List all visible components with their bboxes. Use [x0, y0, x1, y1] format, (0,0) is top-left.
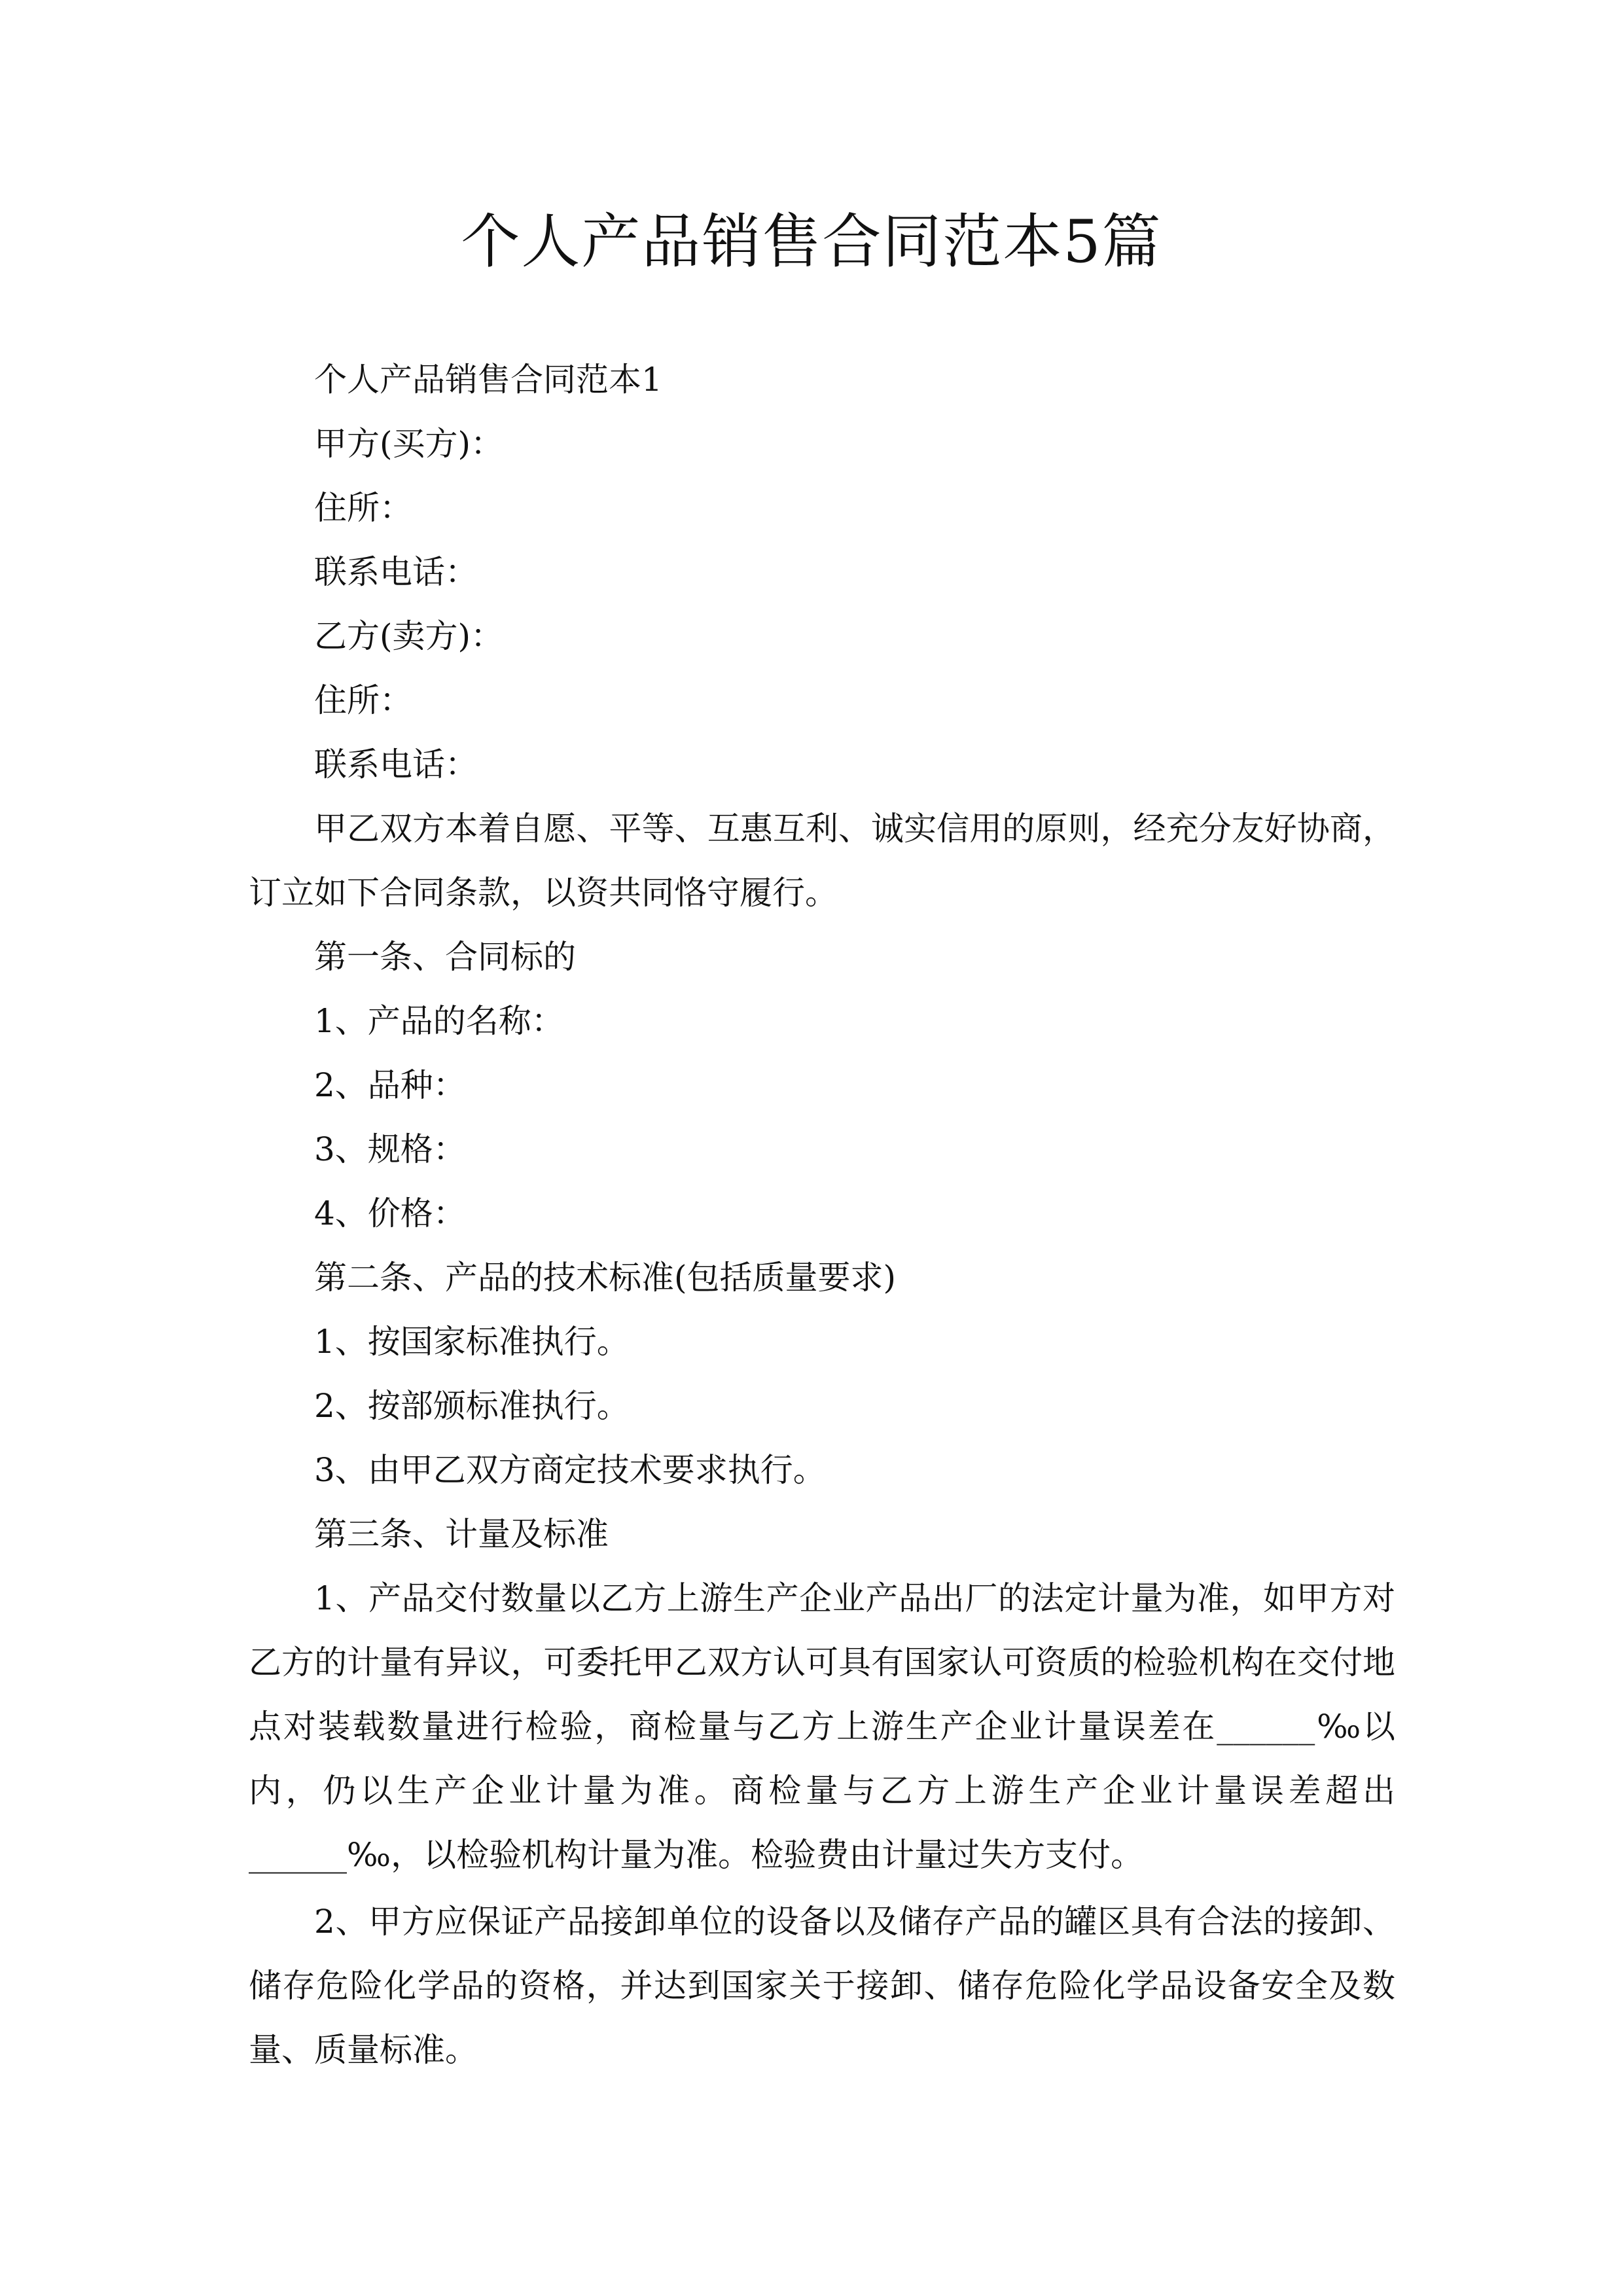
article-2-item: 3、由甲乙双方商定技术要求执行。 — [314, 1451, 826, 1489]
article-3-heading: 第三条、计量及标准 — [314, 1515, 609, 1553]
article-2-heading: 第二条、产品的技术标准(包括质量要求) — [314, 1259, 897, 1297]
party-a-address: 住所： — [314, 489, 412, 527]
article-1-item: 3、规格： — [314, 1130, 466, 1168]
article-1-item: 1、产品的名称： — [314, 1002, 564, 1040]
article-1-item: 2、品种： — [314, 1066, 466, 1104]
party-a-label: 甲方(买方)： — [314, 425, 504, 463]
party-b-phone: 联系电话： — [314, 745, 478, 783]
document-title: 个人产品销售合同范本5篇 — [461, 207, 1162, 276]
article-1-heading: 第一条、合同标的 — [314, 938, 576, 976]
party-b-address: 住所： — [314, 681, 412, 719]
section-heading: 个人产品销售合同范本1 — [314, 361, 662, 399]
article-3-clause: 2、甲方应保证产品接卸单位的设备以及储存产品的罐区具有合法的接卸、储存危险化学品的资格，并达到国家关于接卸、储存危险化学品设备安全及数量、质量标准。 — [249, 1903, 1395, 2069]
document-body — [249, 348, 1395, 2082]
article-2-item: 2、按部颁标准执行。 — [314, 1387, 630, 1425]
article-2-item: 1、按国家标准执行。 — [314, 1323, 630, 1361]
article-1-item: 4、价格： — [314, 1194, 466, 1232]
article-3-clause: 1、产品交付数量以乙方上游生产企业产品出厂的法定计量为准，如甲方对乙方的计量有异议，可委托甲乙双方认可具有国家认可资质的检验机构在交付地点对装载数量进行检验，商检量与乙方上游生产企业计量误差在______‰以内，仍以生产企业计量为准。商检量与乙方上游生产企业计量误差超出______‰，以检验机构计量为准。检验费由计量过失方支付。 — [249, 1579, 1395, 1874]
party-a-phone: 联系电话： — [314, 553, 478, 591]
party-b-label: 乙方(卖方)： — [314, 617, 504, 655]
preamble-paragraph: 甲乙双方本着自愿、平等、互惠互利、诚实信用的原则，经充分友好协商，订立如下合同条款，以资共同恪守履行。 — [249, 810, 1395, 912]
